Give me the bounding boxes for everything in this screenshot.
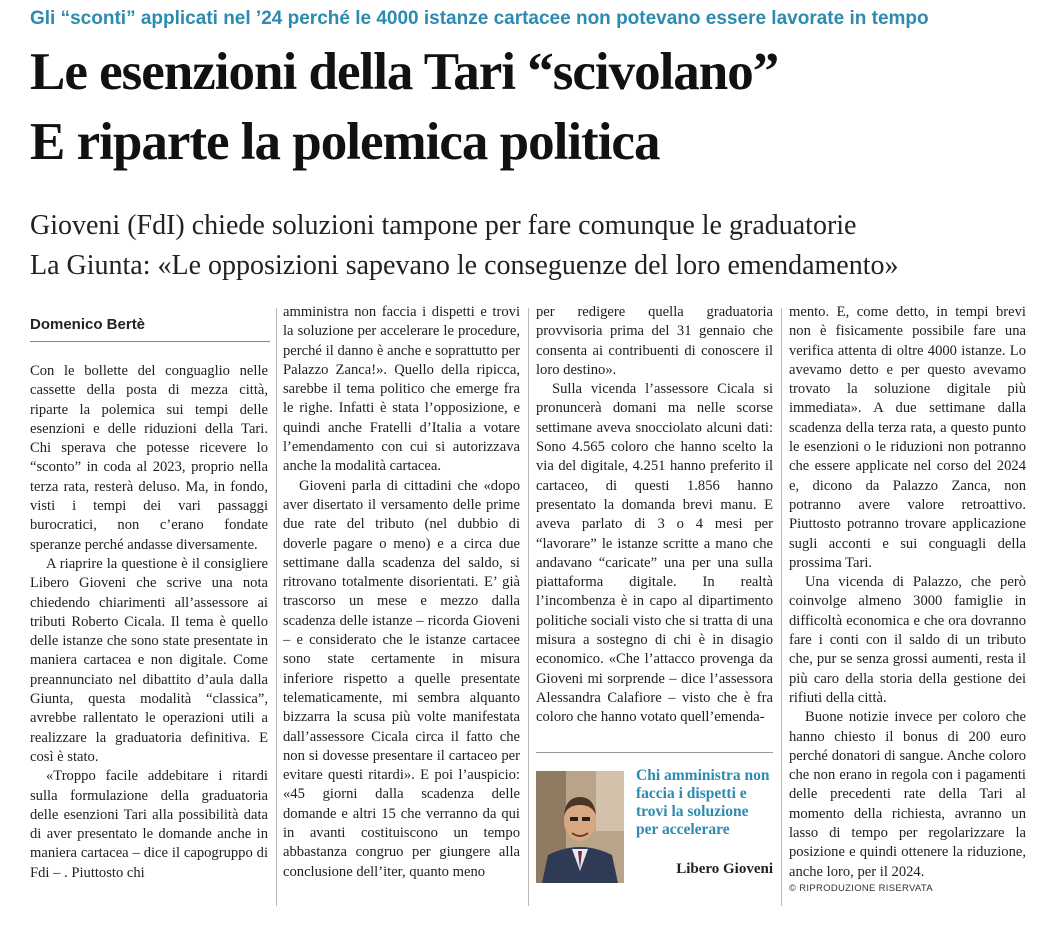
byline: Domenico Bertè (30, 316, 270, 342)
paragraph: Buone notizie invece per coloro che hanno chiesto il bonus di 200 euro perché donatori di sangue. Anche coloro che non erano in regola con i pagamenti delle precedenti rate della Tari al momento della richiesta, avranno un lasso di tempo per regolarizzare la posizione e quindi ottenere la riduzione, anche loro, per il 2024. (789, 709, 1026, 879)
paragraph: Sulla vicenda l’assessore Cicala si pronuncerà domani ma nelle scorse settimane aveva snocciolato alcuni dati: Sono 4.565 coloro che hanno scelto la via del digitale, 4.251 hanno preferito il cartaceo, di questi 1.856 hanno presentato la domanda brevi manu. E aveva parlato di 3 o 4 mesi per “lavorare” le istanze scritte a mano che andavano “caricate” una per una sulla piattaforma digitale. In realtà l’incombenza è in capo al dipartimento politiche sociali visto che si tratta di una misura a sostegno di chi è in disagio economico. «Che l’attacco provenga da Gioveni mi sorprende – dice l’assessora Alessandra Calafiore – visto che è fra coloro che hanno votato quell’emenda- (536, 381, 773, 726)
pullquote-author: Libero Gioveni (676, 861, 773, 877)
column-divider (276, 308, 277, 906)
paragraph: per redigere quella graduatoria provvisoria prima del 31 gennaio che consenta ai contribuenti di conoscere il loro destino». (536, 304, 773, 378)
column-divider (528, 308, 529, 906)
headline-line-2: E riparte la polemica politica (30, 113, 660, 171)
pullquote-text: Chi amministra non faccia i dispetti e trovi la soluzione per accelerare (636, 767, 770, 838)
paragraph: mento. E, come detto, in tempi brevi non è fisicamente possibile fare una verifica attenta di oltre 4000 istanze. Lo avevamo detto e per questo avevamo trovato la soluzione digitale più immediata». A due settimane dalla scadenza della terza rata, a questo punto le esenzioni o le riduzioni non potranno che essere applicate nel corso del 2024 e, dicono da Palazzo Zanca, non potranno avere valore retroattivo. Piuttosto potranno trovare applicazione sugli acconti e sui conguagli della prossima Tari. (789, 304, 1026, 571)
article-column-3 (536, 303, 773, 743)
paragraph: Una vicenda di Palazzo, che però coinvolge almeno 3000 famiglie in difficoltà economica e che ora dovranno fare i conti con il saldo di un tributo che, pur se senza grossi aumenti, resta il più caro della storia della gestione dei rifiuti della città. (789, 574, 1026, 706)
portrait-image (536, 771, 624, 883)
article-column-4 (789, 303, 1026, 879)
headline-line-1: Le esenzioni della Tari “scivolano” (30, 43, 779, 101)
paragraph: A riaprire la questione è il consigliere Libero Gioveni che scrive una nota chiedendo chiarimenti all’assessore ai tributi Roberto Cicala. Il tema è quello delle istanze che sono state presentate in maniera cartacea e non digitale. Come preannunciato nel dibattito d’aula dalla Giunta, questa modalità “classica”, avrebbe rallentato le operazioni utili a realizzare la graduatoria definitiva. E così è stato. (30, 555, 268, 765)
paragraph: Gioveni parla di cittadini che «dopo aver disertato il versamento delle prime due rate del tributo (nel dubbio di doverle pagare o meno) e a circa due settimane dalla scadenza del saldo, si ritrovano totalmente disorientati. E’ già trascorso un mese e mezzo dalla scadenza delle istanze – ricorda Gioveni – e considerato che le istanze cartacee sono state certamente in misura inferiore rispetto a quelle presentate telematicamente, mi sembra alquanto bizzarra la scusa più volte manifestata dall’assessore Cicala circa il fatto che non si dovesse presentare il cartaceo per evitare questi ritardi». E poi l’auspicio: «45 giorni dalla scadenza delle domande e altri 15 che verranno da qui in avanti costituiscono un tempo abbastanza congruo per giungere alla conclusione dell’iter, quanto meno (283, 477, 520, 880)
author-photo (536, 771, 624, 883)
kicker: Gli “sconti” applicati nel ’24 perché le 4000 istanze cartacee non potevano essere lavorate in tempo (30, 8, 929, 29)
column-divider (781, 308, 782, 906)
paragraph: amministra non faccia i dispetti e trovi la soluzione per accelerare le procedure, perché il danno è anche e soprattutto per Palazzo Zanca!». Quello della ripicca, sarebbe il tema politico che emerge fra le righe. Infatti è stata l’opposizione, e quindi anche Fratelli d’Italia a votare l’emendamento con cui si autorizzava anche la modalità cartacea. (283, 304, 520, 475)
paragraph: «Troppo facile addebitare i ritardi sulla formulazione della graduatoria delle esenzioni Tari alla possibilità data di aver presentato le domande anche in maniera cartacea – dice il capogruppo di Fdi – . Piuttosto chi (30, 768, 268, 881)
article-column-1 (30, 362, 268, 902)
paragraph: Con le bollette del conguaglio nelle cassette della posta di mezza città, riparte la polemica sui tempi delle esenzioni e delle riduzioni della Tari. Chi sperava che potesse ricevere lo “sconto” in coda al 2023, proprio nella terza rata, resterà deluso. Ma, in fondo, visti i tempi dei vari passaggi burocratici, non c’erano fondate speranze perché andasse diversamente. (30, 363, 268, 553)
deck-line-2: La Giunta: «Le opposizioni sapevano le conseguenze del loro emendamento» (30, 250, 899, 281)
deck-line-1: Gioveni (FdI) chiede soluzioni tampone per fare comunque le graduatorie (30, 210, 857, 241)
article-column-2 (283, 303, 520, 903)
copyright-notice: © RIPRODUZIONE RISERVATA (789, 883, 933, 894)
pullquote-box (536, 752, 773, 903)
